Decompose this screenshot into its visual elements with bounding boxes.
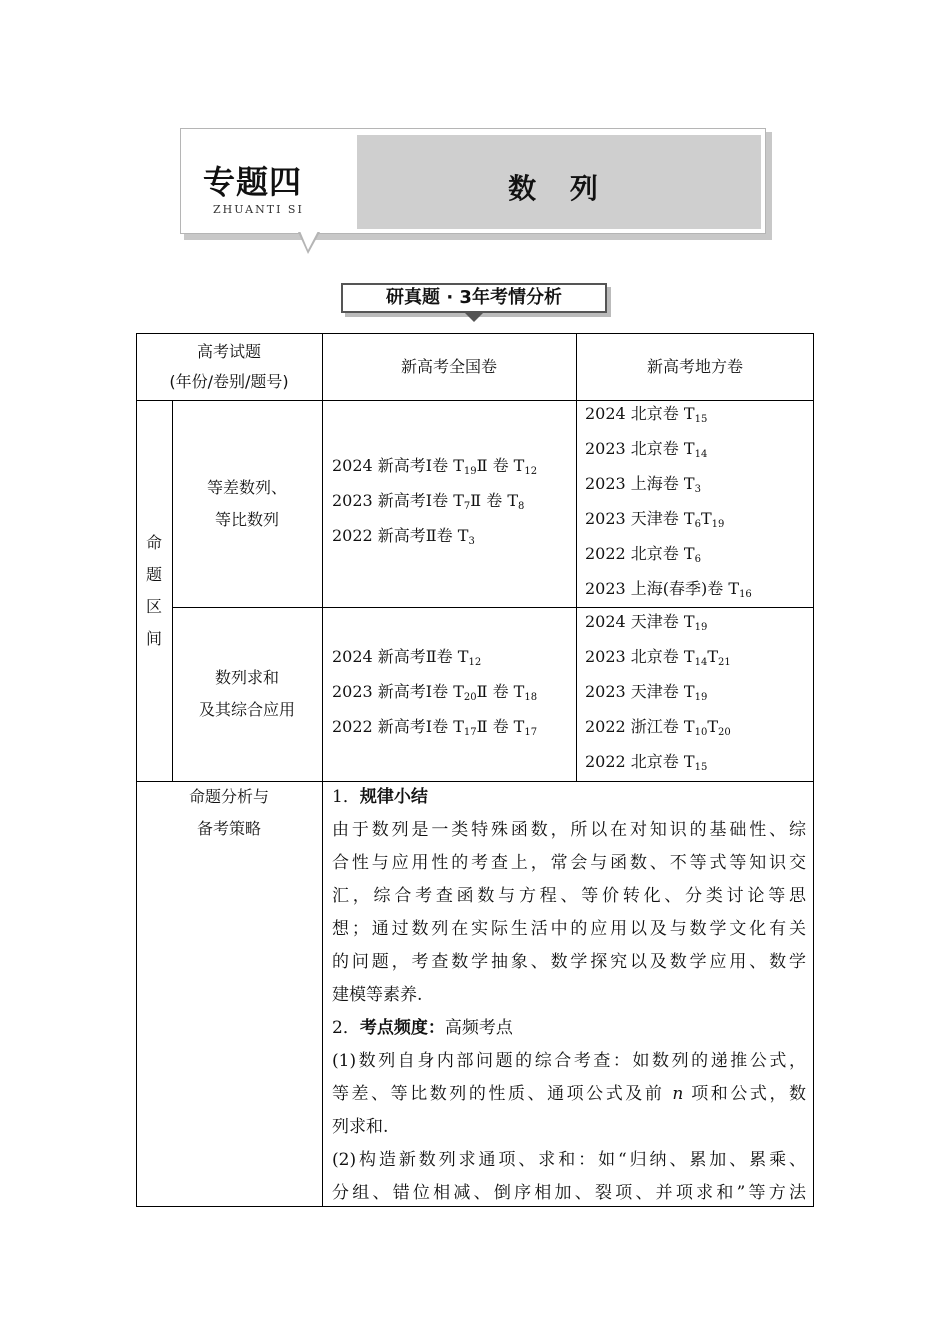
item-subscript: 7 [463,501,471,512]
row1-national-list [332,448,537,553]
item-text: 2023 天津卷 T [585,682,695,701]
item-subscript-2: 18 [524,692,538,703]
item-text-2: Ⅱ 卷 T [470,491,518,510]
row2-national-item [332,709,537,744]
row2-national-list [332,639,537,744]
item-text: 2023 新高考Ⅰ卷 T [332,682,464,701]
item-subscript: 17 [463,727,477,738]
chapter-banner [180,128,770,238]
header-exam-question [136,333,322,400]
paragraph-1-line: 建模等素养. [332,985,423,1005]
item-text-2: Ⅱ 卷 T [476,456,525,475]
item-subscript-2: 12 [524,466,538,477]
header-exam-question-line1: 高考试题 [196,341,261,361]
heading-2-value: 高频考点 [444,1018,513,1038]
item-subscript: 15 [694,414,708,425]
item-subscript: 19 [463,466,477,477]
row1-local-item [585,466,752,501]
table-col-divider-2 [576,333,577,782]
banner-box [180,128,766,234]
paragraph-3-line-2: 分组、错位相减、倒序相加、裂项、并项求和”等方法 [332,1183,806,1203]
paragraph-2-line-2 [332,1078,806,1111]
paragraph-1-line: 想；通过数列在实际生活中的应用以及与数学文化有关 [332,919,806,939]
item-subscript-2: 17 [524,727,538,738]
analysis-heading-1 [332,781,806,814]
table-col-divider-1 [322,333,323,1207]
chapter-label: 专题四 [203,163,303,201]
item-text: 2024 天津卷 T [585,612,695,631]
paragraph-3-line-1: (2)构造新数列求通项、求和：如“归纳、累加、累乘、 [332,1150,806,1170]
item-subscript-2: 21 [717,657,731,668]
row2-national-item [332,639,537,674]
item-subscript: 6 [694,554,701,565]
row1-local-item [585,431,752,466]
item-subscript: 3 [694,484,701,495]
item-subscript-2: 20 [717,727,731,738]
item-text: 2022 北京卷 T [585,752,695,771]
item-text: 2023 新高考Ⅰ卷 T [332,491,464,510]
item-subscript: 19 [694,692,708,703]
item-subscript: 10 [694,727,708,738]
row2-local-item [585,639,731,674]
header-local-label: 新高考地方卷 [646,356,743,376]
header-exam-question-line2: (年份/卷别/题号) [169,371,289,391]
analysis-label-line2: 备考策略 [196,819,261,838]
item-subscript: 14 [694,449,708,460]
analysis-paragraph-1 [332,814,806,1012]
row2-local-item [585,674,731,709]
row1-local-item [585,501,752,536]
row1-national-item [332,518,537,553]
item-subscript-2: 8 [518,501,525,512]
row1-national-item [332,483,537,518]
item-text: 2024 新高考Ⅰ卷 T [332,456,464,475]
item-subscript: 12 [468,657,482,668]
item-text: 2024 北京卷 T [585,404,695,423]
paragraph-1-line: 合性与应用性的考查上，常会与函数、不等式等知识交 [332,853,806,873]
heading-2-text: 考点频度： [359,1018,445,1038]
item-text: 2022 新高考Ⅰ卷 T [332,717,464,736]
paragraph-2-line-3: 列求和. [332,1117,389,1137]
row2-local-item [585,604,731,639]
item-text: 2023 天津卷 T [585,509,695,528]
row1-local-list [585,396,752,606]
item-subscript: 14 [694,657,708,668]
group-label: 命题区间 [145,532,162,648]
item-subscript: 20 [463,692,477,703]
item-text-2: T [700,509,712,528]
item-text: 2023 北京卷 T [585,439,695,458]
item-subscript: 3 [468,536,475,547]
row1-local-item [585,571,752,606]
item-subscript: 19 [694,622,708,633]
chapter-title-panel [357,135,761,229]
chapter-pinyin: ZHUANTI SI [213,203,304,216]
row1-category-line2: 等比数列 [214,509,279,529]
section-label-arrow [465,313,483,322]
exam-analysis-table [136,333,814,1207]
analysis-heading-2 [332,1012,806,1045]
variable-n: n [672,1084,684,1104]
section-label: 研真题 · 3年考情分析 [341,283,607,313]
item-text: 2023 上海卷 T [585,474,695,493]
item-text: 2023 上海(春季)卷 T [585,579,740,598]
row2-category-line2: 及其综合应用 [198,700,295,719]
item-text: 2024 新高考Ⅱ卷 T [332,647,469,666]
analysis-label [136,781,322,845]
row2-local-list [585,604,731,779]
item-subscript: 16 [739,589,752,600]
heading-2-number: 2． [332,1018,360,1038]
row1-local-item [585,396,752,431]
paragraph-1-line: 汇，综合考查函数与方程、等价转化、分类讨论等思 [332,886,806,906]
item-subscript: 6 [694,519,701,530]
heading-1-text: 规律小结 [359,787,428,807]
row1-category [172,400,322,607]
row2-category [172,607,322,781]
row2-category-line1: 数列求和 [214,668,279,687]
row2-local-item [585,709,731,744]
item-text: 2022 北京卷 T [585,544,695,563]
paragraph-2-line-1: (1)数列自身内部问题的综合考查：如数列的递推公式， [332,1051,806,1071]
table-border-right [813,333,814,1207]
paragraph-2-line-2b: 项和公式，数 [683,1084,806,1104]
header-local [576,333,814,400]
analysis-label-line1: 命题分析与 [188,787,269,806]
heading-1-number: 1． [332,787,360,807]
analysis-content [332,781,806,1210]
paragraph-1-line: 由于数列是一类特殊函数，所以在对知识的基础性、综 [332,820,806,840]
group-label-cell [136,400,172,781]
item-subscript: 15 [694,762,708,773]
item-subscript-2: 19 [711,519,725,530]
item-text-2: Ⅱ 卷 T [476,717,525,736]
row1-local-item [585,536,752,571]
item-text-2: Ⅱ 卷 T [476,682,525,701]
paragraph-1-line: 的问题，考查数学抽象、数学探究以及数学应用、数学 [332,952,806,972]
chapter-title: 数 列 [508,172,610,205]
item-text: 2022 新高考Ⅱ卷 T [332,526,469,545]
paragraph-2-line-2a: 等差、等比数列的性质、通项公式及前 [332,1084,673,1104]
row1-category-line1: 等差数列、 [206,477,287,497]
item-text-2: T [707,647,718,666]
row1-national-item [332,448,537,483]
item-text: 2023 北京卷 T [585,647,695,666]
item-text-2: T [707,717,718,736]
header-national-label: 新高考全国卷 [400,356,497,376]
banner-tail-inner [300,231,318,250]
row2-national-item [332,674,537,709]
row2-local-item [585,744,731,779]
item-text: 2022 浙江卷 T [585,717,695,736]
header-national [322,333,576,400]
